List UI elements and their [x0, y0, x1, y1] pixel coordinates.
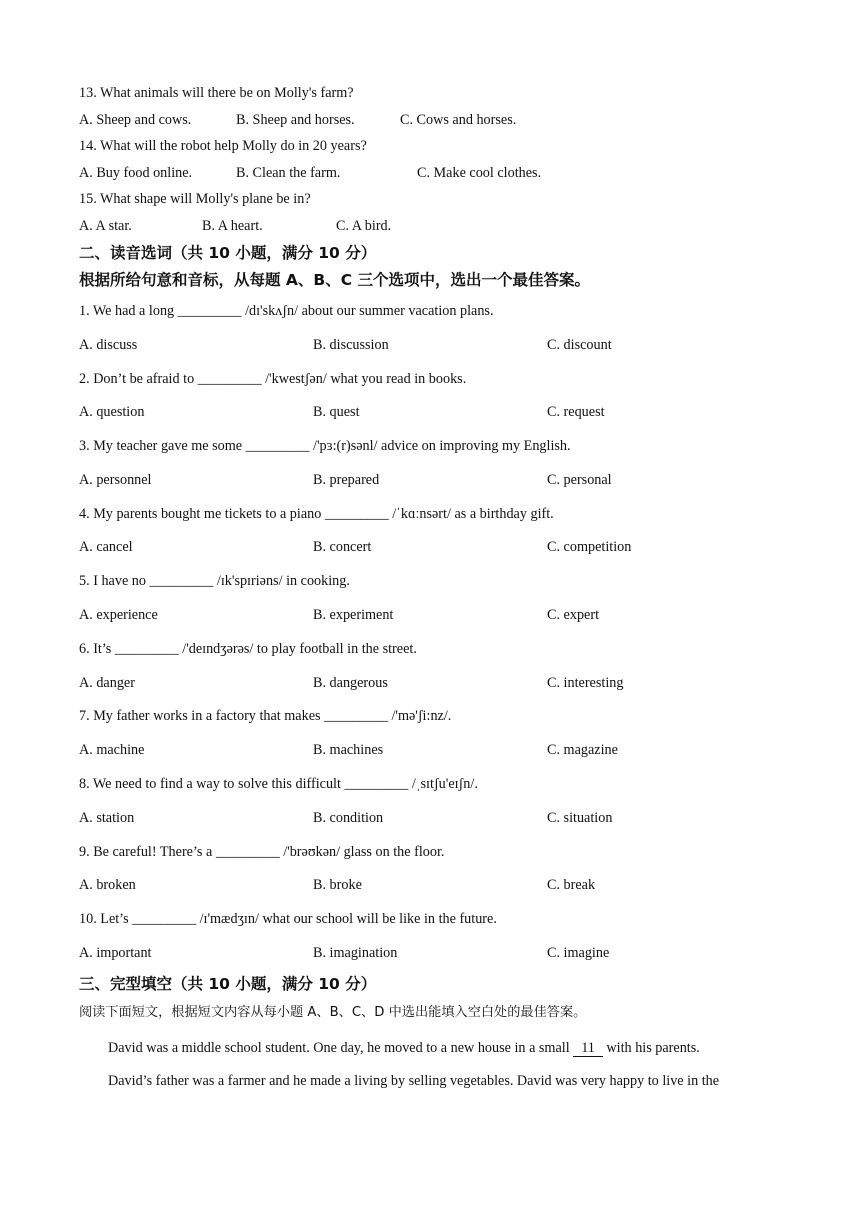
option-a: A. broken	[79, 877, 136, 893]
cloze-blank: 11	[573, 1041, 603, 1057]
option-b: B. broke	[313, 877, 362, 893]
question-stem: 6. It’s _________ /'deɪndʒərəs/ to play football in the street.	[79, 641, 417, 657]
option-b: B. dangerous	[313, 675, 388, 691]
option-b: B. prepared	[313, 472, 380, 488]
section-instruction: 阅读下面短文，根据短文内容从每小题 A、B、C、D 中选出能填入空白处的最佳答案。	[79, 1005, 587, 1020]
option-a: A. experience	[79, 607, 158, 623]
option-c: C. discount	[547, 337, 612, 353]
passage-text: with his parents.	[602, 1040, 700, 1056]
option-c: C. magazine	[547, 742, 618, 758]
question-stem: 5. I have no _________ /ɪk'spɪriəns/ in cooking.	[79, 573, 350, 589]
option-c: C. personal	[547, 472, 612, 488]
question-stem: 8. We need to find a way to solve this difficult _________ /ˌsɪtʃu'eɪʃn/.	[79, 776, 478, 792]
option-c: C. competition	[547, 539, 632, 555]
option-c: C. Cows and horses.	[400, 112, 517, 128]
option-c: C. Make cool clothes.	[417, 165, 542, 181]
question-stem: 4. My parents bought me tickets to a piano _________ /ˈkɑːnsərt/ as a birthday gift.	[79, 506, 554, 522]
option-a: A. danger	[79, 675, 135, 691]
option-c: C. imagine	[547, 945, 610, 961]
option-b: B. concert	[313, 539, 372, 555]
option-c: C. interesting	[547, 675, 624, 691]
option-c: C. A bird.	[336, 218, 392, 234]
option-a: A. important	[79, 945, 152, 961]
option-b: B. imagination	[313, 945, 398, 961]
option-b: B. Clean the farm.	[236, 165, 341, 181]
question-stem: 2. Don’t be afraid to _________ /'kwestʃən/ what you read in books.	[79, 371, 467, 387]
question-stem: 14. What will the robot help Molly do in 20 years?	[79, 138, 367, 154]
question-stem: 3. My teacher gave me some _________ /'pɜ:(r)sənl/ advice on improving my English.	[79, 438, 571, 454]
passage-line: David’s father was a farmer and he made a living by selling vegetables. David was very happy to live in the	[108, 1073, 720, 1089]
section-title: 二、读音选词（共 10 小题，满分 10 分）	[79, 244, 377, 262]
question-stem: 10. Let’s _________ /ɪ'mædʒɪn/ what our school will be like in the future.	[79, 911, 497, 927]
option-a: A. Sheep and cows.	[79, 112, 192, 128]
option-a: A. station	[79, 810, 135, 826]
question-stem: 13. What animals will there be on Molly's farm?	[79, 85, 354, 101]
option-b: B. experiment	[313, 607, 394, 623]
question-stem: 7. My father works in a factory that makes _________ /'mə'ʃi:nz/.	[79, 708, 452, 724]
option-b: B. A heart.	[202, 218, 263, 234]
option-a: A. personnel	[79, 472, 152, 488]
option-b: B. quest	[313, 404, 360, 420]
question-stem: 1. We had a long _________ /dɪ'skʌʃn/ about our summer vacation plans.	[79, 303, 494, 319]
section-instruction: 根据所给句意和音标，从每题 A、B、C 三个选项中，选出一个最佳答案。	[79, 271, 590, 289]
option-c: C. situation	[547, 810, 613, 826]
option-a: A. cancel	[79, 539, 133, 555]
option-a: A. question	[79, 404, 145, 420]
option-c: C. request	[547, 404, 605, 420]
passage-line	[108, 1039, 700, 1057]
option-b: B. discussion	[313, 337, 389, 353]
option-b: B. condition	[313, 810, 384, 826]
option-b: B. Sheep and horses.	[236, 112, 355, 128]
option-c: C. expert	[547, 607, 600, 623]
option-c: C. break	[547, 877, 596, 893]
section-title: 三、完型填空（共 10 小题，满分 10 分）	[79, 975, 377, 993]
option-a: A. machine	[79, 742, 145, 758]
option-a: A. A star.	[79, 218, 132, 234]
passage-text: David was a middle school student. One day, he moved to a new house in a small	[108, 1040, 574, 1056]
option-a: A. discuss	[79, 337, 138, 353]
option-b: B. machines	[313, 742, 384, 758]
question-stem: 9. Be careful! There’s a _________ /'brəʊkən/ glass on the floor.	[79, 844, 445, 860]
option-a: A. Buy food online.	[79, 165, 193, 181]
question-stem: 15. What shape will Molly's plane be in?	[79, 191, 311, 207]
